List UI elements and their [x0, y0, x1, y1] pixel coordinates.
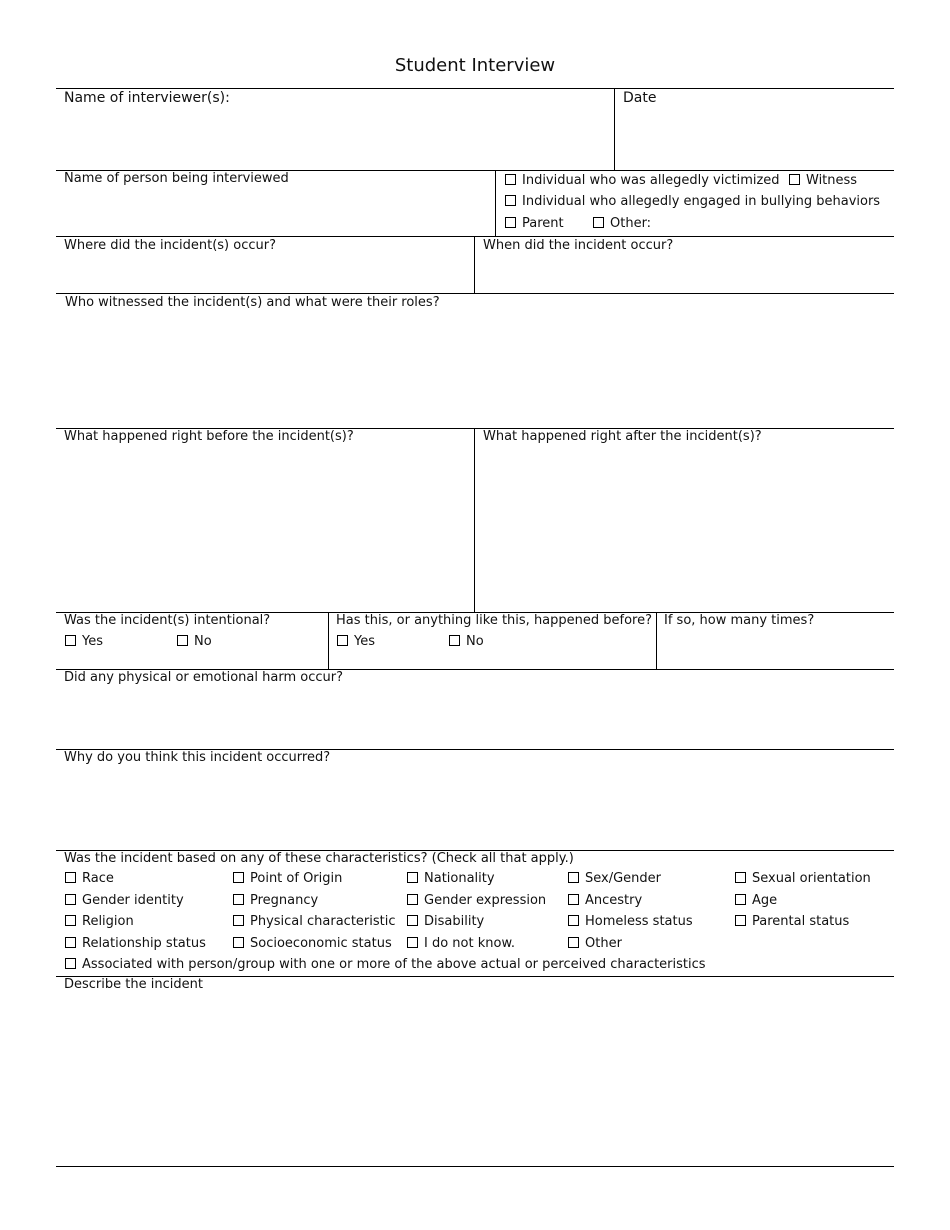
happened-before-yes-checkbox[interactable]: [337, 634, 375, 650]
happened-before-yes-label: Yes: [354, 634, 375, 649]
after-field[interactable]: [476, 429, 893, 611]
characteristic-race-checkbox[interactable]: [65, 871, 114, 887]
role-witness-checkbox[interactable]: [789, 173, 857, 189]
characteristic-religion-checkbox[interactable]: [65, 914, 134, 930]
checkbox-icon: [233, 894, 244, 905]
characteristic-associated-checkbox[interactable]: [65, 957, 706, 973]
checkbox-icon: [789, 174, 800, 185]
characteristic-homeless-checkbox[interactable]: [568, 914, 693, 930]
characteristic-age-checkbox[interactable]: [735, 893, 777, 909]
characteristic-gender-expression-checkbox[interactable]: [407, 893, 546, 909]
before-field[interactable]: [57, 429, 473, 611]
checkbox-icon: [593, 217, 604, 228]
characteristic-label: Other: [585, 936, 622, 951]
characteristic-associated-label: Associated with person/group with one or more of the above actual or perceived characteristics: [82, 957, 706, 972]
checkbox-icon: [65, 635, 76, 646]
role-parent-checkbox[interactable]: [505, 216, 564, 232]
checkbox-icon: [735, 872, 746, 883]
checkbox-icon: [65, 872, 76, 883]
characteristic-point-of-origin-checkbox[interactable]: [233, 871, 342, 887]
where-label: Where did the incident(s) occur?: [64, 238, 276, 253]
after-label: What happened right after the incident(s)?: [483, 429, 762, 444]
divider: [656, 612, 657, 669]
characteristic-label: Pregnancy: [250, 893, 319, 908]
why-label: Why do you think this incident occurred?: [64, 750, 331, 765]
checkbox-icon: [505, 174, 516, 185]
intentional-no-label: No: [194, 634, 212, 649]
characteristic-label: Point of Origin: [250, 871, 343, 886]
checkbox-icon: [407, 894, 418, 905]
checkbox-icon: [65, 894, 76, 905]
person-label: Name of person being interviewed: [64, 171, 289, 186]
interviewer-label: Name of interviewer(s):: [64, 90, 230, 106]
divider: [614, 88, 615, 170]
divider: [328, 612, 329, 669]
happened-before-no-label: No: [466, 634, 484, 649]
checkbox-icon: [233, 872, 244, 883]
role-other-label: Other:: [610, 216, 652, 231]
characteristic-label: Parental status: [752, 914, 850, 929]
characteristic-label: Ancestry: [585, 893, 643, 908]
rule: [56, 1166, 894, 1167]
checkbox-icon: [735, 894, 746, 905]
intentional-no-checkbox[interactable]: [177, 634, 212, 650]
date-label: Date: [623, 90, 657, 106]
role-parent-label: Parent: [522, 216, 564, 231]
characteristic-label: Socioeconomic status: [250, 936, 392, 951]
intentional-yes-checkbox[interactable]: [65, 634, 103, 650]
checkbox-icon: [233, 937, 244, 948]
checkbox-icon: [568, 894, 579, 905]
characteristic-label: Sex/Gender: [585, 871, 662, 886]
checkbox-icon: [65, 937, 76, 948]
checkbox-icon: [65, 958, 76, 969]
role-engaged-label: Individual who allegedly engaged in bullying behaviors: [522, 194, 881, 209]
role-witness-label: Witness: [806, 173, 858, 188]
characteristic-disability-checkbox[interactable]: [407, 914, 484, 930]
harm-label: Did any physical or emotional harm occur?: [64, 670, 343, 685]
witnessed-label: Who witnessed the incident(s) and what were their roles?: [65, 295, 440, 310]
divider: [495, 170, 496, 236]
role-engaged-checkbox[interactable]: [505, 194, 880, 210]
checkbox-icon: [407, 915, 418, 926]
checkbox-icon: [177, 635, 188, 646]
characteristic-label: Disability: [424, 914, 485, 929]
characteristic-label: Gender identity: [82, 893, 184, 908]
before-label: What happened right before the incident(s)?: [64, 429, 354, 444]
checkbox-icon: [233, 915, 244, 926]
characteristic-label: Nationality: [424, 871, 495, 886]
form-title: Student Interview: [394, 55, 556, 76]
role-victim-checkbox[interactable]: [505, 173, 780, 189]
characteristic-label: Race: [82, 871, 114, 886]
characteristic-ancestry-checkbox[interactable]: [568, 893, 642, 909]
happened-before-label: Has this, or anything like this, happened before?: [336, 613, 653, 628]
characteristic-do-not-know-checkbox[interactable]: [407, 936, 515, 952]
divider: [474, 428, 475, 612]
characteristic-physical-checkbox[interactable]: [233, 914, 396, 930]
role-victim-label: Individual who was allegedly victimized: [522, 173, 780, 188]
date-field[interactable]: [616, 89, 893, 169]
intentional-yes-label: Yes: [82, 634, 103, 649]
checkbox-icon: [65, 915, 76, 926]
characteristic-sexual-orientation-checkbox[interactable]: [735, 871, 871, 887]
describe-field[interactable]: [57, 977, 893, 1165]
witnessed-field[interactable]: [57, 294, 893, 427]
characteristic-gender-identity-checkbox[interactable]: [65, 893, 184, 909]
describe-label: Describe the incident: [64, 977, 203, 992]
checkbox-icon: [505, 217, 516, 228]
characteristic-parental-checkbox[interactable]: [735, 914, 849, 930]
characteristic-relationship-checkbox[interactable]: [65, 936, 206, 952]
checkbox-icon: [337, 635, 348, 646]
checkbox-icon: [505, 195, 516, 206]
checkbox-icon: [449, 635, 460, 646]
characteristic-label: Gender expression: [424, 893, 547, 908]
characteristic-pregnancy-checkbox[interactable]: [233, 893, 318, 909]
characteristic-label: Age: [752, 893, 778, 908]
checkbox-icon: [407, 937, 418, 948]
characteristic-label: Physical characteristic: [250, 914, 396, 929]
characteristic-label: Relationship status: [82, 936, 206, 951]
checkbox-icon: [568, 915, 579, 926]
characteristic-sex-gender-checkbox[interactable]: [568, 871, 661, 887]
checkbox-icon: [568, 937, 579, 948]
role-other-checkbox[interactable]: [593, 216, 651, 232]
characteristics-label: Was the incident based on any of these characteristics? (Check all that apply.): [64, 851, 574, 866]
checkbox-icon: [407, 872, 418, 883]
checkbox-icon: [735, 915, 746, 926]
characteristic-other-checkbox[interactable]: [568, 936, 622, 952]
intentional-label: Was the incident(s) intentional?: [64, 613, 271, 628]
characteristic-socioeconomic-checkbox[interactable]: [233, 936, 392, 952]
characteristic-label: I do not know.: [424, 936, 516, 951]
checkbox-icon: [568, 872, 579, 883]
characteristic-label: Sexual orientation: [752, 871, 871, 886]
divider: [474, 236, 475, 293]
characteristic-label: Homeless status: [585, 914, 693, 929]
characteristic-nationality-checkbox[interactable]: [407, 871, 495, 887]
when-label: When did the incident occur?: [483, 238, 674, 253]
happened-before-no-checkbox[interactable]: [449, 634, 484, 650]
characteristic-label: Religion: [82, 914, 134, 929]
how-many-label: If so, how many times?: [664, 613, 815, 628]
